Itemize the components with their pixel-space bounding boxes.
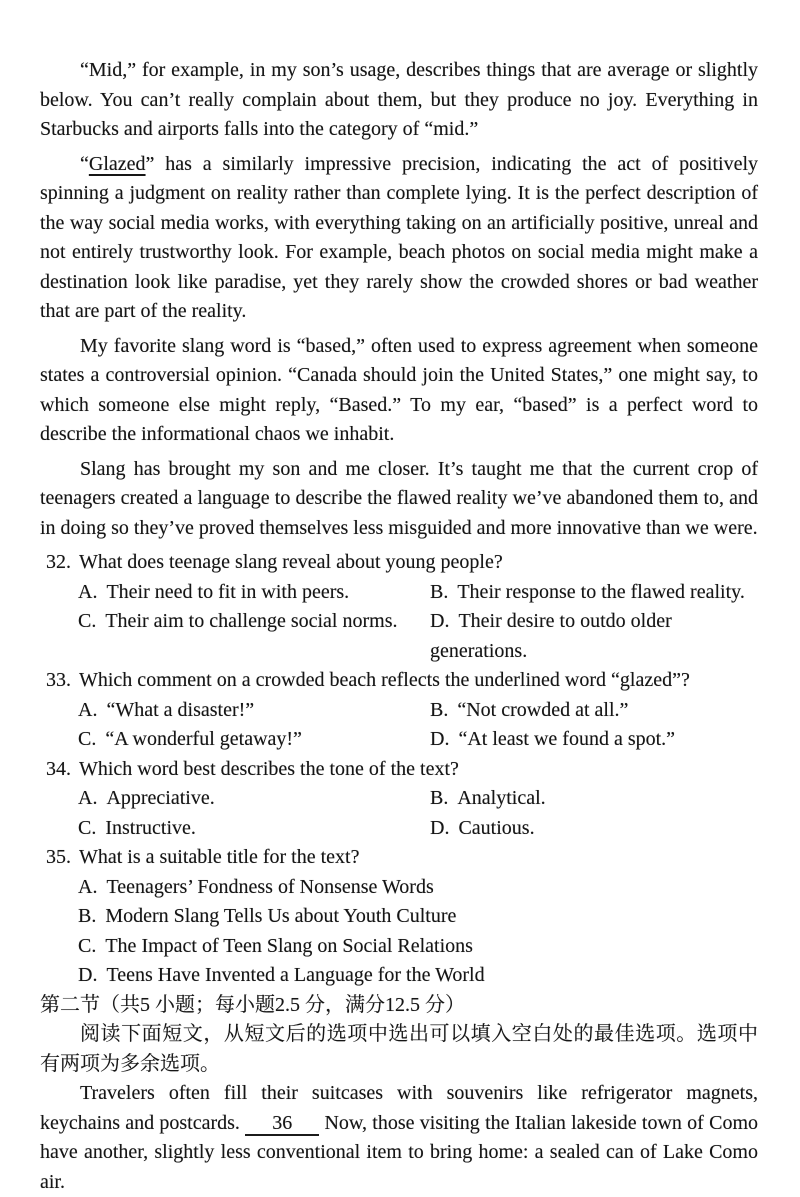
option-b (430, 578, 758, 608)
option-label: A. (78, 875, 98, 898)
question-number: 34. (46, 757, 71, 780)
option-text: “A wonderful getaway!” (105, 728, 302, 750)
option-label: C. (78, 816, 97, 839)
option-text: Appreciative. (106, 787, 215, 809)
option-text: Teenagers’ Fondness of Nonsense Words (106, 875, 434, 898)
option-label: A. (78, 580, 98, 603)
question-stem: What does teenage slang reveal about young people? (79, 551, 503, 573)
option-c (78, 607, 430, 666)
passage1-paragraph-2: “Glazed” has a similarly impressive precision, indicating the act of positively spinning a judgment on reality rather than complete lying. It is the perfect description of the way social media works, with everything taking on an artificially positive, unreal and not entirely trustworthy look. For example, beach photos on social media might make a destination look like paradise, yet they rarely show the crowded shores or bad weather that are part of the reality. (40, 152, 758, 322)
question-34 (40, 755, 758, 844)
option-b (430, 696, 758, 726)
option-label: A. (78, 787, 98, 809)
option-label: A. (78, 698, 98, 721)
question-35-text (40, 843, 758, 873)
passage1-paragraph-3: My favorite slang word is “based,” often used to express agreement when someone states a controversial opinion. “Canada should join the United States,” one might say, to which someone else might reply, “Based.” To my ear, “based” is a perfect word to describe the informational chaos we inhabit. (40, 334, 758, 445)
option-c (78, 814, 430, 844)
option-text: Analytical. (457, 787, 546, 809)
option-text: “At least we found a spot.” (458, 728, 676, 750)
option-label: B. (430, 580, 449, 603)
option-d (430, 607, 758, 666)
option-text: Their aim to challenge social norms. (105, 610, 398, 632)
option-label: D. (430, 610, 450, 632)
option-label: B. (430, 698, 449, 721)
option-label: B. (430, 787, 449, 809)
option-a (78, 873, 758, 903)
option-label: D. (430, 816, 450, 839)
option-a (78, 784, 430, 814)
option-a (78, 696, 430, 726)
option-c (78, 932, 758, 962)
passage2-paragraph-1: Travelers often fill their suitcases with souvenirs like refrigerator magnets, keychains and postcards. 36 Now, those visiting the Italian lakeside town of Como have another, slightly less conventional item to bring home: a sealed can of Lake Como air. (40, 1082, 758, 1193)
question-35 (40, 843, 758, 991)
question-32-text (40, 548, 758, 578)
section-2-instructions: 阅读下面短文，从短文后的选项中选出可以填入空白处的最佳选项。选项中有两项为多余选项。 (40, 1023, 758, 1075)
option-d (430, 725, 758, 755)
question-33-text (40, 666, 758, 696)
question-stem: Which comment on a crowded beach reflects the underlined word “glazed”? (79, 669, 690, 691)
option-b (78, 902, 758, 932)
option-c (78, 725, 430, 755)
option-label: D. (78, 964, 98, 986)
option-text: Their response to the flawed reality. (457, 580, 745, 603)
option-label: B. (78, 905, 97, 927)
option-text: Teens Have Invented a Language for the World (106, 964, 485, 986)
option-label: D. (430, 728, 450, 750)
question-stem: What is a suitable title for the text? (79, 846, 360, 868)
section-2-heading: 第二节（共5 小题；每小题2.5 分，满分12.5 分） (40, 993, 465, 1016)
option-a (78, 578, 430, 608)
option-d (78, 961, 758, 991)
option-text: “Not crowded at all.” (457, 698, 629, 721)
passage1-paragraph-1: “Mid,” for example, in my son’s usage, describes things that are average or slightly below. You can’t really complain about them, but they produce no joy. Everything in Starbucks and airports falls into the category of “mid.” (40, 59, 758, 140)
question-number: 35. (46, 846, 71, 868)
option-label: C. (78, 728, 97, 750)
question-34-options (40, 784, 758, 843)
option-label: C. (78, 934, 97, 957)
question-33-options (40, 696, 758, 755)
option-text: “What a disaster!” (106, 698, 255, 721)
option-text: Instructive. (105, 816, 196, 839)
option-d (430, 814, 758, 844)
option-label: C. (78, 610, 97, 632)
question-32-options (40, 578, 758, 667)
option-text: Their need to fit in with peers. (106, 580, 350, 603)
question-33 (40, 666, 758, 755)
question-number: 33. (46, 669, 71, 691)
underlined-word: Glazed (88, 152, 146, 175)
question-35-options (40, 873, 758, 991)
option-text: Modern Slang Tells Us about Youth Culture (105, 905, 457, 927)
question-number: 32. (46, 551, 71, 573)
passage1-paragraph-4: Slang has brought my son and me closer. It’s taught me that the current crop of teenagers created a language to describe the flawed reality we’ve abandoned them to, and in doing so they’ve proved themselves less misguided and more innovative than we were. (40, 457, 758, 539)
option-text: Their desire to outdo older generations. (430, 610, 672, 662)
fill-in-blank: 36 (245, 1113, 319, 1136)
question-stem: Which word best describes the tone of the text? (79, 757, 459, 780)
option-text: Cautious. (458, 816, 535, 839)
question-34-text (40, 755, 758, 785)
option-text: The Impact of Teen Slang on Social Relations (105, 934, 473, 957)
option-b (430, 784, 758, 814)
question-32 (40, 548, 758, 666)
